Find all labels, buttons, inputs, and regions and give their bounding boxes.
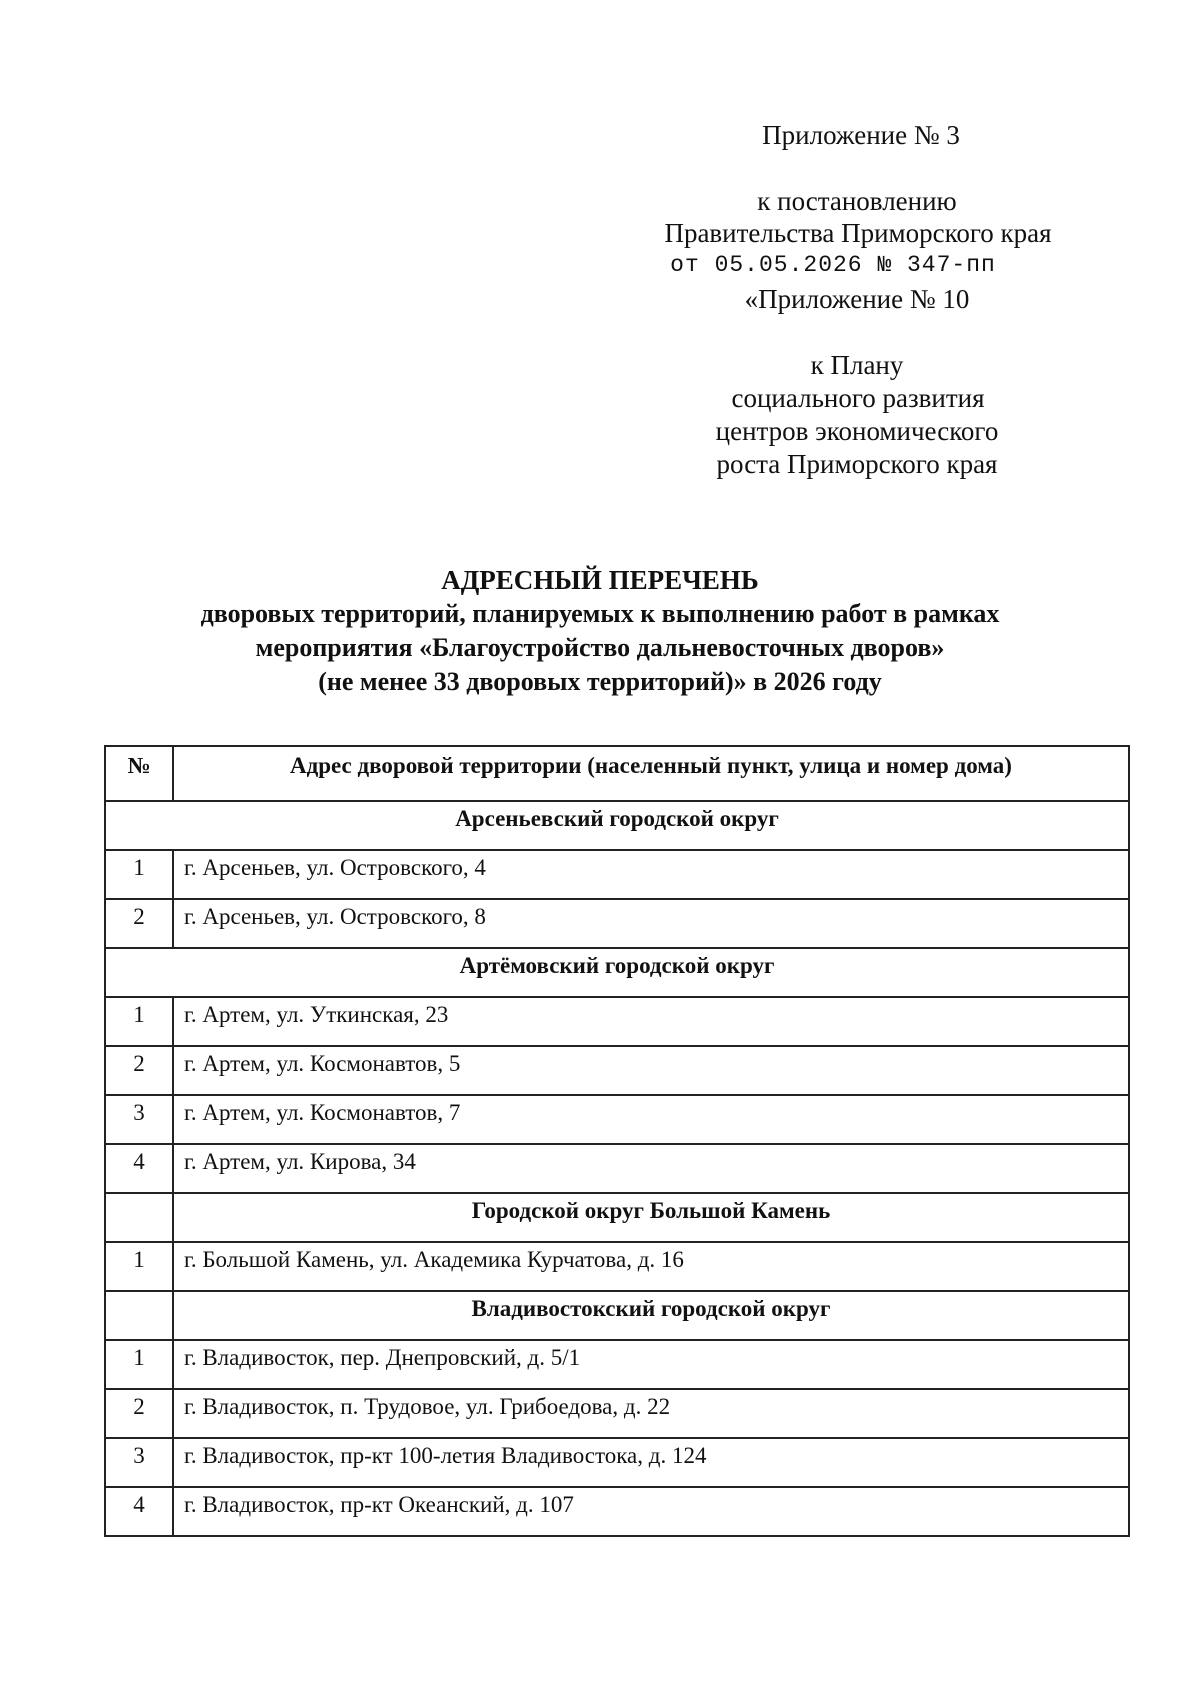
resolution-date-number: от 05.05.2026 № 347-пп	[670, 252, 996, 278]
table-row	[105, 1389, 1129, 1438]
row-number: 4	[105, 1144, 173, 1193]
table-row	[105, 1438, 1129, 1487]
row-address: г. Большой Камень, ул. Академика Курчатова, д. 16	[173, 1242, 1129, 1291]
row-address: г. Артем, ул. Космонавтов, 5	[173, 1046, 1129, 1095]
plan-growth: роста Приморского края	[716, 449, 998, 479]
document-title	[0, 563, 1200, 699]
row-number: 3	[105, 1095, 173, 1144]
table-group-row	[105, 801, 1129, 850]
table-row	[105, 899, 1129, 948]
table-row	[105, 1487, 1129, 1536]
table-row	[105, 1095, 1129, 1144]
row-number: 4	[105, 1487, 173, 1536]
group-number-cell	[105, 1193, 173, 1242]
table-row	[105, 850, 1129, 899]
table-group-row	[105, 1193, 1129, 1242]
row-address: г. Артем, ул. Кирова, 34	[173, 1144, 1129, 1193]
group-name: Артёмовский городской округ	[105, 948, 1129, 997]
group-name: Арсеньевский городской округ	[105, 801, 1129, 850]
row-address: г. Владивосток, пер. Днепровский, д. 5/1	[173, 1340, 1129, 1389]
table-group-row	[105, 948, 1129, 997]
plan-social: социального развития	[731, 383, 985, 413]
table-row	[105, 1340, 1129, 1389]
group-name: Владивостокский городской округ	[173, 1291, 1129, 1340]
row-number: 1	[105, 850, 173, 899]
row-address: г. Владивосток, пр-кт Океанский, д. 107	[173, 1487, 1129, 1536]
row-address: г. Артем, ул. Космонавтов, 7	[173, 1095, 1129, 1144]
group-name: Городской округ Большой Камень	[173, 1193, 1129, 1242]
appendix-reference: «Приложение № 10	[744, 284, 970, 314]
table-row	[105, 1242, 1129, 1291]
row-number: 1	[105, 1340, 173, 1389]
row-number: 2	[105, 899, 173, 948]
table-row	[105, 997, 1129, 1046]
row-address: г. Владивосток, пр-кт 100-летия Владивостока, д. 124	[173, 1438, 1129, 1487]
to-resolution: к постановлению	[757, 186, 957, 216]
row-number: 3	[105, 1438, 173, 1487]
table-header-row	[105, 746, 1129, 801]
column-address-header: Адрес дворовой территории (населенный пункт, улица и номер дома)	[173, 746, 1129, 801]
title-line-1: дворовых территорий, планируемых к выполнению работ в рамках	[200, 599, 1000, 628]
appendix-number: Приложение № 3	[762, 120, 960, 150]
row-number: 1	[105, 997, 173, 1046]
plan-centers: центров экономического	[715, 416, 999, 446]
to-plan: к Плану	[810, 350, 904, 380]
table-row	[105, 1144, 1129, 1193]
row-number: 1	[105, 1242, 173, 1291]
row-address: г. Владивосток, п. Трудовое, ул. Грибоедова, д. 22	[173, 1389, 1129, 1438]
title-line-2: мероприятия «Благоустройство дальневосточных дворов»	[255, 633, 945, 662]
row-address: г. Арсеньев, ул. Островского, 4	[173, 850, 1129, 899]
column-number-header: №	[105, 746, 173, 801]
title-line-3: (не менее 33 дворовых территорий)» в 2026 году	[318, 667, 882, 696]
group-number-cell	[105, 1291, 173, 1340]
table-row	[105, 1046, 1129, 1095]
address-table	[104, 745, 1130, 1537]
title-main: АДРЕСНЫЙ ПЕРЕЧЕНЬ	[441, 565, 759, 595]
row-number: 2	[105, 1389, 173, 1438]
row-address: г. Арсеньев, ул. Островского, 8	[173, 899, 1129, 948]
government-name: Правительства Приморского края	[664, 218, 1052, 248]
table-group-row	[105, 1291, 1129, 1340]
row-address: г. Артем, ул. Уткинская, 23	[173, 997, 1129, 1046]
row-number: 2	[105, 1046, 173, 1095]
